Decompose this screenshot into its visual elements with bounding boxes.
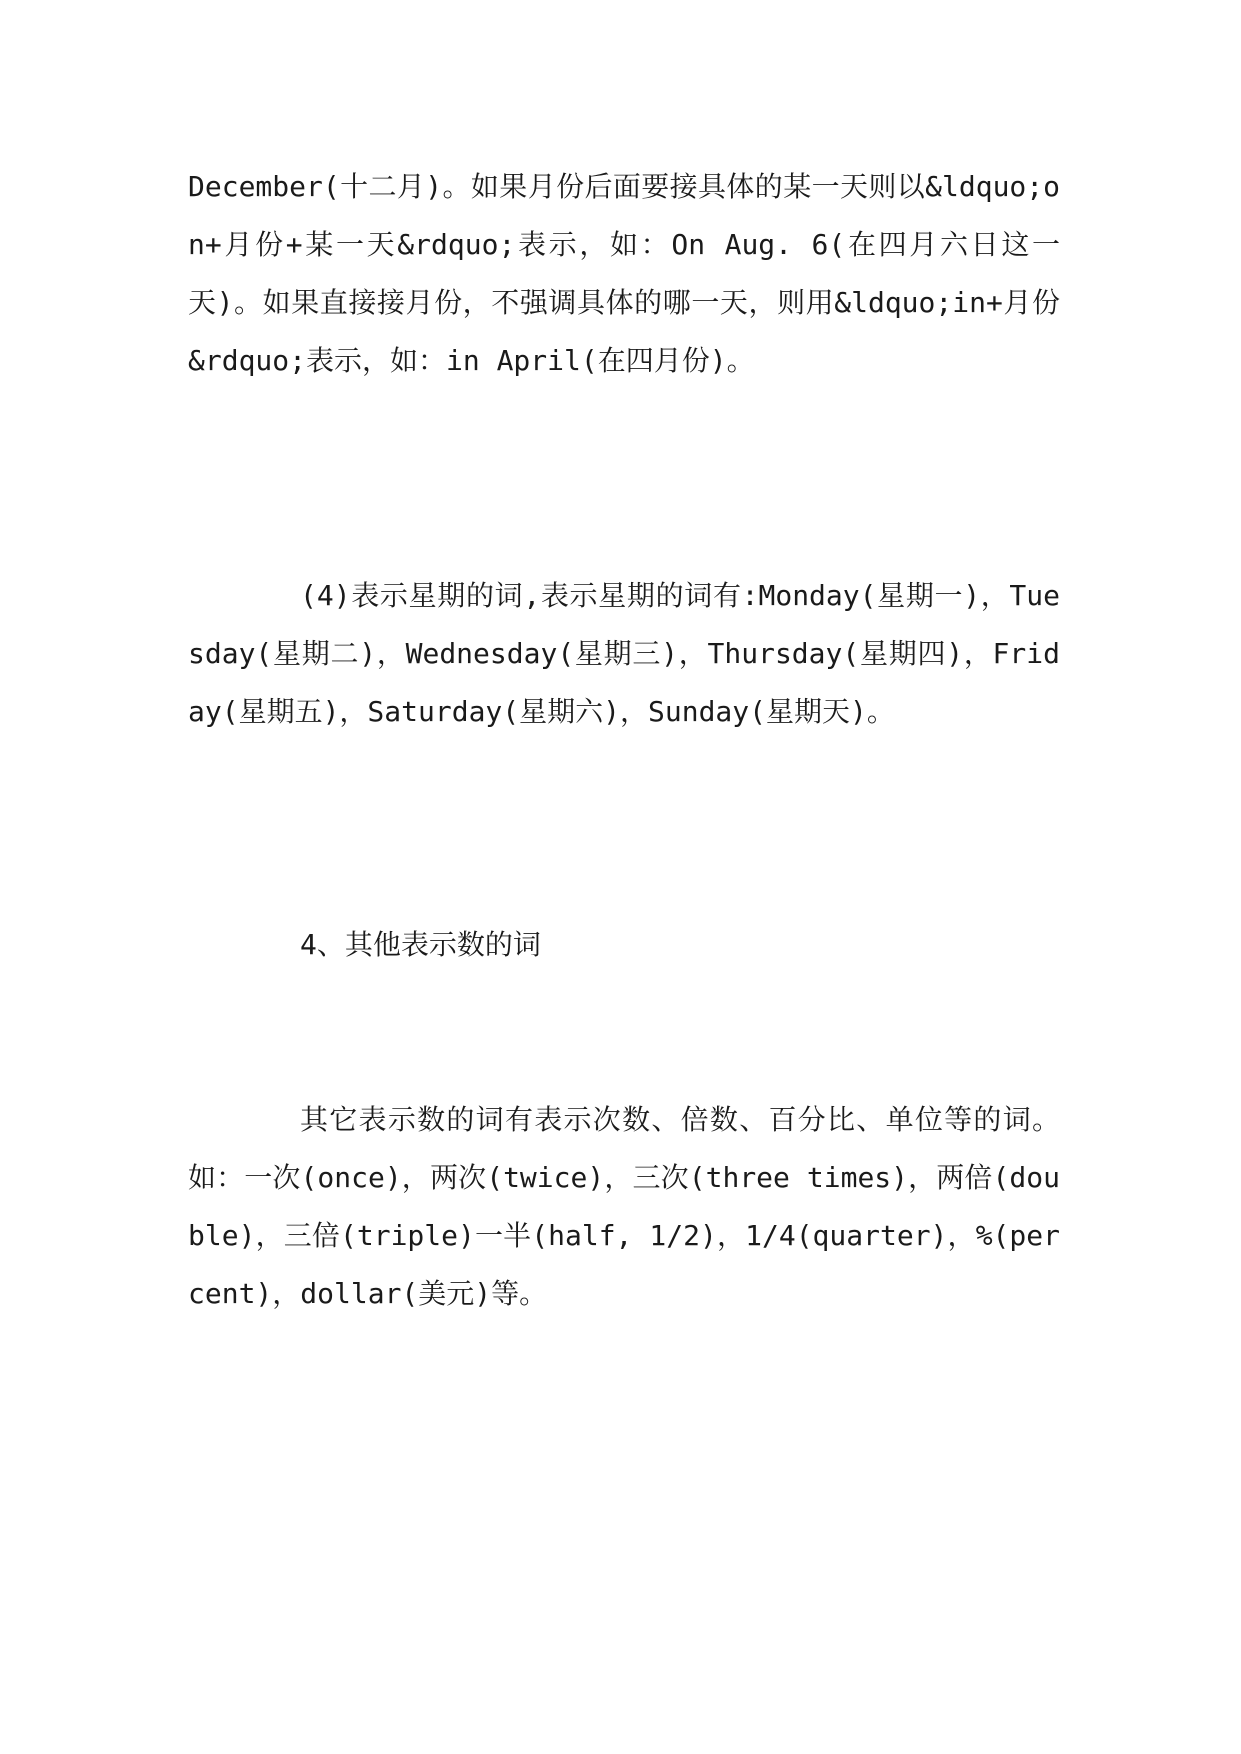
section-heading-other-number-words: 4、其他表示数的词	[300, 928, 541, 961]
paragraph-other-number-words: 其它表示数的词有表示次数、倍数、百分比、单位等的词。如：一次(once)，两次(twice)，三次(three times)，两倍(double)，三倍(triple)一半(half, 1/2)，1/4(quarter)，%(percent)，dollar(美元)等。	[188, 1103, 1060, 1310]
paragraph-month-usage: December(十二月)。如果月份后面要接具体的某一天则以&ldquo;on+月份+某一天&rdquo;表示，如：On Aug. 6(在四月六日这一天)。如果直接接月份，不强调具体的哪一天，则用&ldquo;in+月份&rdquo;表示，如：in April(在四月份)。	[188, 170, 1060, 377]
paragraph-weekdays: (4)表示星期的词,表示星期的词有:Monday(星期一)，Tuesday(星期二)，Wednesday(星期三)，Thursday(星期四)，Friday(星期五)，Saturday(星期六)，Sunday(星期天)。	[188, 579, 1060, 728]
